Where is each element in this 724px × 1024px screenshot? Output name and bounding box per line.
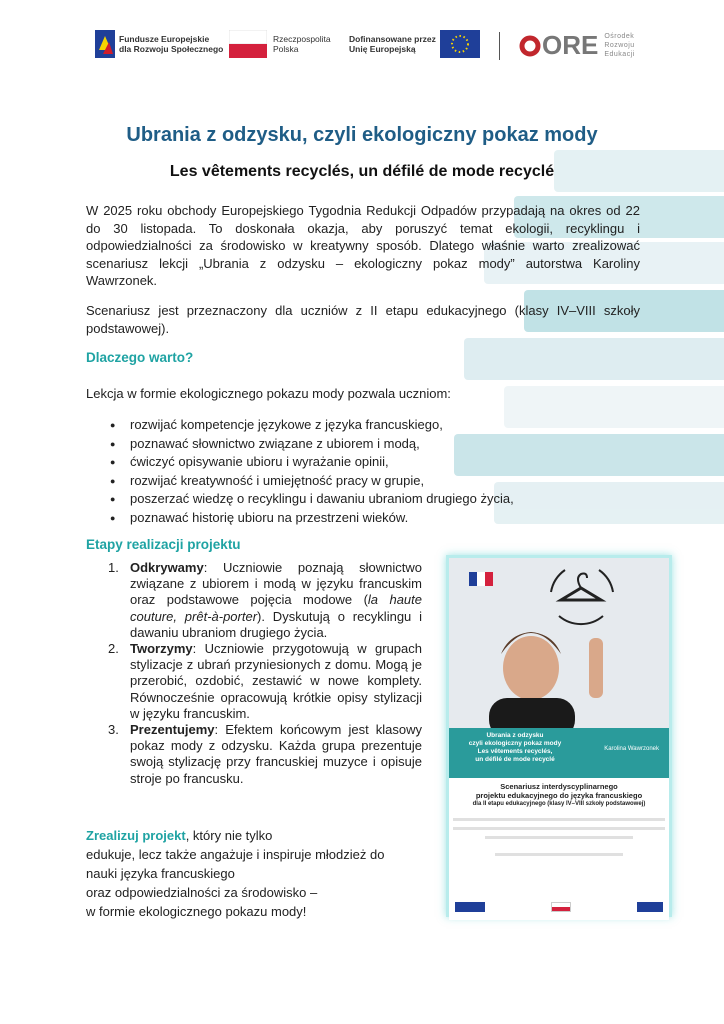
stage-item: 1. Odkrywamy: Uczniowie poznają słownictwo związane z ubiorem i modą w języku francuskim oraz podstawowe pojęcia modowe (la haute couture, prêt-à-porter). Dyskutują o recyklingu i dawaniu ubraniom drugiego życia.: [108, 560, 422, 640]
ue-logo: Dofinansowane przez Unię Europejską: [349, 30, 480, 58]
intro-paragraph: W 2025 roku obchody Europejskiego Tygodnia Redukcji Odpadów przypadają na okres od 22 do 30 listopada. To doskonała okazja, aby poruszyć temat ekologii, recyklingu i odpowiedzialności za środowisko w kreatywny sposób. Dlatego właśnie warto zrealizować scenariusz lekcji „Ubrania z odzysku – ekologiczny pokaz mody” autorstwa Karoliny Wawrzonek.: [86, 203, 640, 289]
cover-logo-strip: [455, 900, 663, 914]
list-item: ● ćwiczyć opisywanie ubioru i wyrażanie opinii,: [110, 453, 630, 472]
list-item: ● poszerzać wiedzę o recyklingu i dawaniu ubraniom drugiego życia,: [110, 490, 630, 509]
lesson-intro: Lekcja w formie ekologicznego pokazu mody pozwala uczniom:: [86, 386, 451, 401]
stages-heading: Etapy realizacji projektu: [86, 537, 241, 552]
cover-info: Scenariusz interdyscyplinarnego projektu edukacyjnego do języka francuskiego dla II etapu edukacyjnego (klasy IV–VIII szkoły podstawowej): [449, 778, 669, 920]
fe-logo: Fundusze Europejskie dla Rozwoju Społecznego: [95, 30, 223, 58]
rp-logo: Rzeczpospolita Polska: [229, 30, 331, 58]
fe-flag-icon: [95, 30, 115, 58]
cta-accent: Zrealizuj projekt: [86, 828, 186, 843]
cover-illustration: [449, 558, 669, 728]
page-subtitle: Les vêtements recyclés, un défilé de mode recyclé: [169, 163, 555, 180]
list-item: ● rozwijać kompetencje językowe z języka francuskiego,: [110, 416, 630, 435]
pl-flag-icon: [229, 30, 267, 58]
scenario-paragraph: Scenariusz jest przeznaczony dla uczniów z II etapu edukacyjnego (klasy IV–VIII szkoły podstawowej).: [86, 303, 640, 336]
stage-item: 3. Prezentujemy: Efektem końcowym jest klasowy pokaz mody z odzysku. Każda grupa prezentuje swoją stylizację przy francuskiej muzyce i opisuje stroje po francusku.: [108, 722, 422, 786]
why-heading: Dlaczego warto?: [86, 350, 194, 365]
ore-logo: ORE Ośrodek Rozwoju Edukacji: [519, 30, 635, 61]
list-item: ● poznawać historię ubioru na przestrzeni wieków.: [110, 509, 630, 528]
stages-list: [108, 560, 422, 787]
list-item: ● poznawać słownictwo związane z ubiorem i modą,: [110, 435, 630, 454]
call-to-action: Zrealizuj projekt, który nie tylko edukuje, lecz także angażuje i inspiruje młodzież do nauki języka francuskiego oraz odpowiedzialności za środowisko – w formie ekologicznego pokazu mody!: [86, 828, 385, 919]
page-title: Ubrania z odzysku, czyli ekologiczny pokaz mody: [126, 124, 598, 146]
logo-bar: [95, 30, 635, 70]
eu-flag-icon: [440, 30, 480, 58]
stage-item: 2. Tworzymy: Uczniowie przygotowują w grupach stylizacje z ubrań przyniesionych z domu. Mogą je przerobić, ozdobić, zestawić w nowe komplety. Równocześnie opracowują krótkie opisy stylizacji w języku francuskim.: [108, 641, 422, 721]
benefits-list: [110, 416, 630, 528]
stage-label: Prezentujemy: [130, 722, 215, 738]
publication-cover: [446, 555, 672, 917]
stage-label: Odkrywamy: [130, 560, 204, 575]
cover-photo: [449, 558, 669, 728]
ore-ring-icon: [519, 32, 541, 60]
cover-title-band: Ubrania z odzysku czyli ekologiczny pokaz mody Les vêtements recyclés, un défilé de mode recyclé Karolina Wawrzonek: [468, 732, 659, 763]
ore-wordmark: ORE: [542, 30, 599, 60]
list-item: ● rozwijać kreatywność i umiejętność pracy w grupie,: [110, 472, 630, 491]
stage-label: Tworzymy: [130, 641, 193, 657]
logo-divider: [499, 32, 500, 60]
